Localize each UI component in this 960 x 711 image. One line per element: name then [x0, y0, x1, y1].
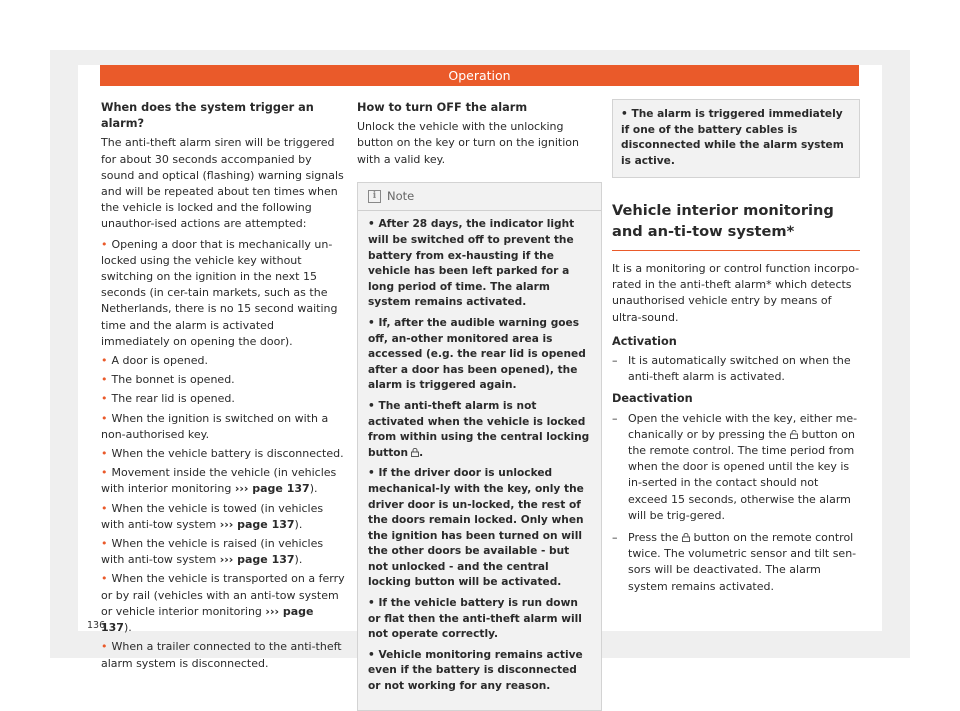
deact-item1-text-a: Open the vehicle with the key, either me-chanically or by pressing the — [628, 411, 858, 441]
note-text: Vehicle monitoring remains active even if the battery is disconnected or not working for any reason. — [368, 648, 583, 693]
column-turn-off — [357, 100, 602, 711]
activation-item: – It is automatically switched on when the anti-theft alarm is activated. — [612, 353, 860, 385]
trigger-heading: When does the system trigger an alarm? — [101, 101, 314, 131]
activation-list — [612, 353, 860, 385]
column-interior-monitoring — [612, 100, 860, 601]
note-header — [358, 189, 601, 212]
bullet-dot: • — [368, 399, 379, 412]
trigger-text-end: ). — [294, 553, 303, 567]
note-text: If the driver door is unlocked mechanical-ly with the key, only the driver door is un-locked, the rest of the doors remain locked. Only when the ignition has been turned on will the other doors be available - but not unlocked - and the central locking button will be activated. — [368, 467, 584, 589]
trigger-text-end: ). — [309, 482, 318, 496]
section-text: It is a monitoring or control function incorpo-rated in the anti-theft alarm* which detects unauthorised vehicle entry by means of ultra-sound. — [612, 262, 860, 324]
info-icon: i — [368, 190, 381, 203]
bullet-dot: • — [368, 648, 379, 661]
trigger-text-end: ). — [123, 621, 132, 635]
note-box — [357, 182, 602, 711]
trigger-text: A door is opened. — [111, 354, 208, 368]
turn-off-text: Unlock the vehicle with the unlocking button on the key or turn on the ignition with a valid key. — [357, 120, 579, 166]
trigger-item — [101, 536, 346, 568]
bullet-dot: • — [368, 218, 379, 231]
trigger-item — [101, 639, 346, 671]
trigger-text: The bonnet is opened. — [111, 373, 235, 387]
trigger-item — [101, 391, 346, 407]
trigger-item — [101, 465, 346, 497]
trigger-text: When the ignition is switched on with a non-authorised key. — [101, 411, 329, 441]
deact-item2-text-b: button on the remote control twice. The volumetric sensor and tilt sen-sors will be deactivated. The alarm system remains activated. — [628, 531, 857, 593]
trigger-text: When the vehicle is towed (in vehicles with anti-tow system — [101, 501, 324, 531]
bullet-dot: • — [101, 572, 108, 586]
deact-item2-text-a: Press the — [628, 531, 679, 545]
bullet-dot: • — [101, 537, 108, 551]
bullet-dot: • — [368, 467, 379, 480]
bullet-dot: • — [621, 108, 632, 120]
bullet-dot: • — [368, 316, 379, 329]
bullet-dot: • — [101, 373, 108, 387]
trigger-item — [101, 571, 346, 636]
bullet-dot: • — [101, 466, 108, 480]
note-title: Note — [387, 188, 415, 203]
column-alarm-triggers — [101, 100, 346, 675]
battery-alert-box — [612, 99, 860, 178]
lock-icon — [682, 533, 690, 542]
note-text: After 28 days, the indicator light will be switched off to prevent the battery from ex-hausting if the vehicle has been left parked for a long period of time. The alarm system remains activated. — [368, 218, 575, 309]
trigger-text: When a trailer connected to the anti-theft alarm system is disconnected. — [101, 640, 342, 670]
note-text: The anti-theft alarm is not activated when the vehicle is locked from within using the central locking button — [368, 399, 590, 459]
trigger-text: When the vehicle battery is disconnected. — [111, 447, 344, 461]
bullet-dot: • — [101, 640, 108, 654]
trigger-text: When the vehicle is raised (in vehicles with anti-tow system — [101, 537, 324, 567]
trigger-text: Opening a door that is mechanically un-locked using the vehicle key without switching on the ignition in the next 15 seconds (in cer-tain markets, such as the Netherlands, there is no 15 second waiting time and the alarm is activated immediately on opening the door). — [101, 237, 338, 348]
section-title: Vehicle interior monitoring and an-ti-tow system* — [612, 200, 860, 251]
page-reference-link[interactable]: ››› page 137 — [219, 517, 295, 531]
note-item — [368, 399, 591, 461]
trigger-item — [101, 237, 346, 350]
deactivation-item-2 — [612, 530, 860, 595]
note-item — [368, 466, 591, 591]
note-item — [368, 648, 591, 695]
note-item — [368, 596, 591, 643]
trigger-item — [101, 353, 346, 369]
unlock-icon — [790, 430, 798, 439]
trigger-item — [101, 372, 346, 388]
page-number: 136 — [87, 620, 106, 631]
bullet-dot: • — [101, 501, 108, 515]
bullet-dot: • — [101, 392, 108, 406]
trigger-list — [101, 237, 346, 672]
trigger-text-end: ). — [294, 517, 303, 531]
trigger-item — [101, 446, 346, 462]
trigger-item — [101, 411, 346, 443]
page-reference-link[interactable]: ››› page 137 — [219, 553, 295, 567]
note-text: If the vehicle battery is run down or flat then the anti-theft alarm will not operate correctly. — [368, 597, 582, 641]
central-lock-icon — [411, 448, 419, 457]
battery-alert-text: The alarm is triggered immediately if one of the battery cables is disconnected while the alarm system is active. — [621, 108, 844, 167]
turn-off-heading: How to turn OFF the alarm — [357, 101, 528, 114]
trigger-text: When the vehicle is transported on a ferry or by rail (vehicles with an anti-tow system or vehicle interior monitoring — [101, 572, 345, 618]
deact-item1-text-b: button on the remote control. The time period from when the door is opened until the key is in-serted in the contact should not exceed 15 seconds, otherwise the alarm will be trig-gered. — [628, 427, 855, 522]
period: . — [419, 446, 424, 459]
deactivation-label: Deactivation — [612, 392, 693, 406]
bullet-dot: • — [368, 597, 379, 610]
bullet-dot: • — [101, 237, 108, 251]
trigger-text: The rear lid is opened. — [111, 392, 235, 406]
note-text: If, after the audible warning goes off, an-other monitored area is accessed (e.g. the rear lid is opened after a door has been opened), the alarm is triggered again. — [368, 316, 586, 392]
section-header: Operation — [100, 65, 859, 86]
trigger-intro: The anti-theft alarm siren will be triggered for about 30 seconds accompanied by sound and optical (flashing) warning signals and will be repeated about ten times when the vehicle is locked and the following unauthor-ised actions are attempted: — [101, 136, 344, 231]
trigger-item — [101, 501, 346, 533]
note-item — [368, 316, 591, 394]
deactivation-item-1 — [612, 411, 860, 524]
note-item — [368, 217, 591, 311]
activation-label: Activation — [612, 334, 677, 348]
bullet-dot: • — [101, 354, 108, 368]
bullet-dot: • — [101, 411, 108, 425]
page-reference-link[interactable]: ››› page 137 — [234, 482, 310, 496]
page-reference-link[interactable]: ››› page 137 — [101, 604, 314, 635]
bullet-dot: • — [101, 447, 108, 461]
deactivation-list — [612, 411, 860, 595]
trigger-text: Movement inside the vehicle (in vehicles with interior monitoring — [101, 466, 337, 496]
note-list — [368, 217, 591, 694]
